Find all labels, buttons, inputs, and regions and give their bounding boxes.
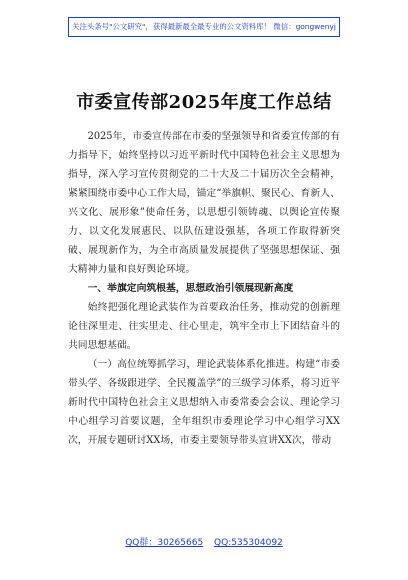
subsection-paragraph: （一）高位统筹抓学习，理论武装体系化推进。构建“市委带头学、各级跟进学、全民覆盖学”的三级学习体系，将习近平新时代中国特色社会主义思想纳入市委常委会会议、理论学习中心组学习首要议题，全年组织市委理论学习中心组学习XX次，开展专题研讨XX场，市委主要领导带头宣讲XX次，带动 [68,359,340,446]
page-title: 市委宣传部2025年度工作总结 [76,92,332,113]
qq-contact-link[interactable]: QQ:535304092 [214,538,283,548]
qq-group-link[interactable]: QQ群：30265665 [125,538,204,548]
section-heading: 一、举旗定向筑根基，思想政治引领展现新高度 [87,283,294,294]
promo-banner: 关注头条号"公文研究"，获得最新最全最专业的公文资料库！ 微信：gongwenyj [68,17,340,37]
section-paragraph: 始终把强化理论武装作为首要政治任务，推动党的创新理论往深里走、往实里走、往心里走，筑牢全市上下团结奋斗的共同思想基础。 [68,302,340,351]
footer-contacts [0,535,408,548]
intro-paragraph: 2025年，市委宣传部在市委的坚强领导和省委宣传部的有力指导下，始终坚持以习近平新时代中国特色社会主义思想为指导，深入学习宣传贯彻党的二十大及二十届历次全会精神，紧紧围绕市委中心工作大局，锚定“举旗帜、聚民心、育新人、兴文化、展形象”使命任务，以思想引领铸魂、以舆论宣传聚力、以文化发展惠民、以队伍建设强基，各项工作取得新突破、展现新作为，为全市高质量发展提供了坚强思想保证、强大精神力量和良好舆论环境。 [68,131,340,275]
document-body [68,127,340,450]
